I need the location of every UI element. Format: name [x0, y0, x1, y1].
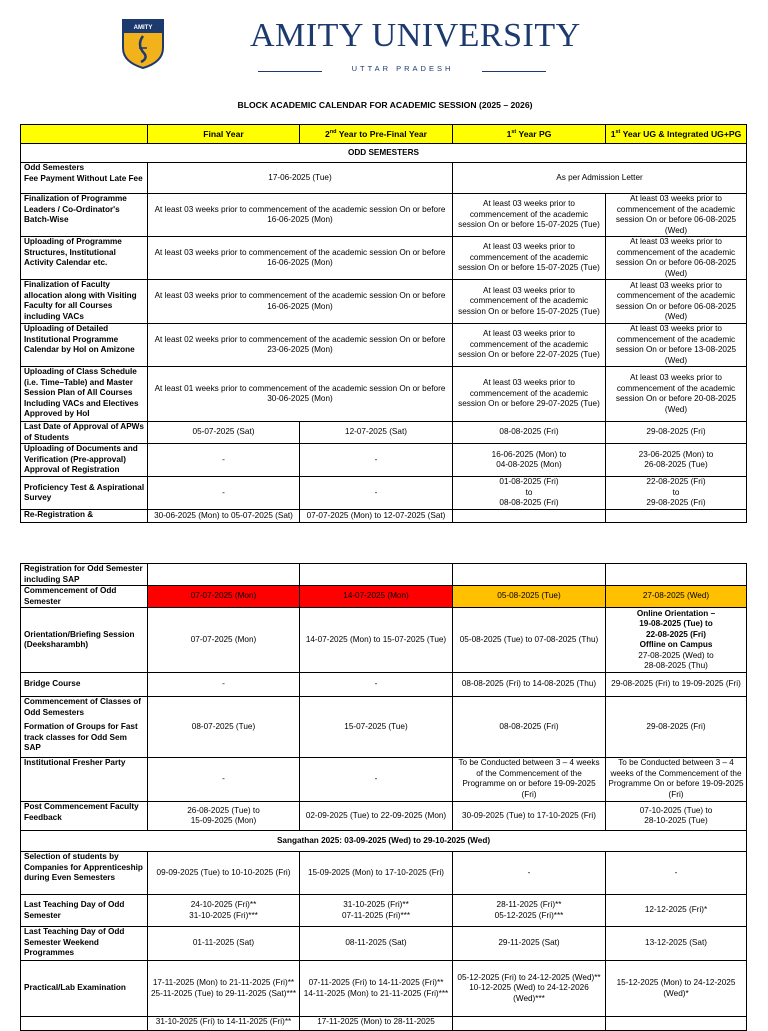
table-row	[21, 367, 747, 422]
cell: -	[148, 758, 300, 802]
cell: -	[148, 444, 300, 477]
cell: 07-07-2025 (Mon) to 12-07-2025 (Sat)	[300, 510, 453, 523]
orientation-online-text: Online Orientation – 19-08-2025 (Tue) to 22-08-2025 (Fri) Offline on Campus	[636, 608, 716, 649]
cell	[606, 510, 747, 523]
cell: 08-08-2025 (Fri)	[453, 422, 606, 444]
cell: -	[148, 477, 300, 510]
row-label: Odd Semesters Fee Payment Without Late Fee	[21, 163, 148, 194]
cell: 15-07-2025 (Tue)	[300, 697, 453, 758]
table-row	[21, 697, 747, 758]
cell: 24-10-2025 (Fri)** 31-10-2025 (Fri)***	[148, 895, 300, 927]
cell: 26-08-2025 (Tue) to 15-09-2025 (Mon)	[148, 802, 300, 831]
cell	[453, 510, 606, 523]
row-label-classes: Commencement of Classes of Odd Semesters	[24, 697, 141, 717]
cell: At least 03 weeks prior to commencement of the academic session On or before 16-06-2025 (Mon)	[148, 237, 453, 280]
table-row	[21, 961, 747, 1017]
cell: At least 03 weeks prior to commencement of the academic session On or before 06-08-2025 (Wed)	[606, 237, 747, 280]
row-label: Finalization of Programme Leaders / Co-Ordinator's Batch-Wise	[21, 194, 148, 237]
amity-crest-icon	[121, 18, 165, 70]
cell: 05-07-2025 (Sat)	[148, 422, 300, 444]
row-label: Proficiency Test & Aspirational Survey	[21, 477, 148, 510]
cell: 31-10-2025 (Fri) to 14-11-2025 (Fri)**	[148, 1017, 300, 1031]
cell: -	[300, 477, 453, 510]
cell: 29-08-2025 (Fri)	[606, 697, 747, 758]
cell: 30-06-2025 (Mon) to 05-07-2025 (Sat)	[148, 510, 300, 523]
header-first-year-pg	[453, 125, 606, 144]
table-row	[21, 608, 747, 673]
cell: 29-08-2025 (Fri)	[606, 422, 747, 444]
cell: To be Conducted between 3 – 4 weeks of the Commencement of the Programme On or before 19-09-2025 (Fri)	[606, 758, 747, 802]
cell	[453, 564, 606, 586]
cell: 12-12-2025 (Fri)*	[606, 895, 747, 927]
cell: At least 03 weeks prior to commencement of the academic session On or before 13-08-2025 (Wed)	[606, 324, 747, 367]
table-row	[21, 324, 747, 367]
cell: To be Conducted between 3 – 4 weeks of the Commencement of the Programme on or before 19-09-2025 (Fri)	[453, 758, 606, 802]
cell-highlight: 14-07-2025 (Mon)	[300, 586, 453, 608]
cell: At least 03 weeks prior to commencement of the academic session On or before 22-07-2025 (Tue)	[453, 324, 606, 367]
header-first-year-ug	[606, 125, 747, 144]
section-row	[21, 144, 747, 163]
cell: -	[148, 673, 300, 697]
cell: 29-11-2025 (Sat)	[453, 927, 606, 961]
header-pg-sup: st	[511, 128, 517, 135]
cell	[148, 564, 300, 586]
table-row	[21, 802, 747, 831]
cell: At least 03 weeks prior to commencement of the academic session On or before 16-06-2025 (Mon)	[148, 280, 453, 324]
cell: -	[300, 758, 453, 802]
header-second-num: 2	[325, 128, 330, 139]
cell: 17-11-2025 (Mon) to 28-11-2025	[300, 1017, 453, 1031]
cell: -	[300, 444, 453, 477]
university-location: UTTAR PRADESH	[351, 64, 454, 73]
header-ug-sup: st	[615, 128, 621, 135]
svg-text:AMITY: AMITY	[133, 25, 153, 31]
header-second-text: Year to Pre-Final Year	[336, 128, 427, 139]
table-row	[21, 927, 747, 961]
calendar-table-part-1	[20, 124, 747, 523]
table-row	[21, 280, 747, 324]
cell: At least 03 weeks prior to commencement of the academic session On or before 29-07-2025 (Tue)	[453, 367, 606, 422]
cell: 01-11-2025 (Sat)	[148, 927, 300, 961]
calendar-table-part-2	[20, 563, 747, 1031]
row-label: Re-Registration &	[21, 510, 148, 523]
cell: At least 03 weeks prior to commencement of the academic session On or before 16-06-2025 (Mon)	[148, 194, 453, 237]
row-label: Selection of students by Companies for Apprenticeship during Even Semesters	[21, 852, 148, 895]
table-row	[21, 758, 747, 802]
row-label: Last Teaching Day of Odd Semester Weekend Programmes	[21, 927, 148, 961]
cell: 30-09-2025 (Tue) to 17-10-2025 (Fri)	[453, 802, 606, 831]
row-label: Uploading of Programme Structures, Institutional Activity Calendar etc.	[21, 237, 148, 280]
cell: 14-07-2025 (Mon) to 15-07-2025 (Tue)	[300, 608, 453, 673]
cell: 07-07-2025 (Mon)	[148, 608, 300, 673]
header-final-year: Final Year	[148, 125, 300, 144]
cell: 22-08-2025 (Fri) to 29-08-2025 (Fri)	[606, 477, 747, 510]
header-blank	[21, 125, 148, 144]
cell: At least 03 weeks prior to commencement of the academic session On or before 15-07-2025 (Tue)	[453, 280, 606, 324]
cell: At least 02 weeks prior to commencement of the academic session On or before 23-06-2025 (Mon)	[148, 324, 453, 367]
cell: 08-07-2025 (Tue)	[148, 697, 300, 758]
table-row	[21, 163, 747, 194]
cell: As per Admission Letter	[453, 163, 747, 194]
header-second-year	[300, 125, 453, 144]
cell: 31-10-2025 (Fri)** 07-11-2025 (Fri)***	[300, 895, 453, 927]
row-label: Uploading of Documents and Verification (Pre-approval) Approval of Registration	[21, 444, 148, 477]
cell	[606, 564, 747, 586]
row-label	[21, 697, 148, 758]
cell: 17-11-2025 (Mon) to 21-11-2025 (Fri)** 25-11-2025 (Tue) to 29-11-2025 (Sat)***	[148, 961, 300, 1017]
cell: 08-11-2025 (Sat)	[300, 927, 453, 961]
table-row	[21, 895, 747, 927]
header-ug-num: 1	[610, 128, 616, 139]
table-row	[21, 422, 747, 444]
cell: 05-08-2025 (Tue) to 07-08-2025 (Thu)	[453, 608, 606, 673]
table-row	[21, 510, 747, 523]
row-label: Orientation/Briefing Session (Deeksharambh)	[21, 608, 148, 673]
cell: 07-10-2025 (Tue) to 28-10-2025 (Tue)	[606, 802, 747, 831]
cell: At least 03 weeks prior to commencement of the academic session On or before 15-07-2025 (Tue)	[453, 237, 606, 280]
cell: 29-08-2025 (Fri) to 19-09-2025 (Fri)	[606, 673, 747, 697]
column-header-row	[21, 125, 747, 144]
cell: 07-11-2025 (Fri) to 14-11-2025 (Fri)** 14-11-2025 (Mon) to 21-11-2025 (Fri)***	[300, 961, 453, 1017]
cell: 05-12-2025 (Fri) to 24-12-2025 (Wed)** 10-12-2025 (Wed) to 24-12-2026 (Wed)***	[453, 961, 606, 1017]
row-label: Registration for Odd Semester including SAP	[21, 564, 148, 586]
table-row	[21, 444, 747, 477]
cell-highlight: 27-08-2025 (Wed)	[606, 586, 747, 608]
sangathan-heading: Sangathan 2025: 03-09-2025 (Wed) to 29-10-2025 (Wed)	[21, 831, 747, 852]
row-label: Uploading of Detailed Institutional Programme Calendar by HoI on Amizone	[21, 324, 148, 367]
cell: 12-07-2025 (Sat)	[300, 422, 453, 444]
cell: -	[453, 852, 606, 895]
row-label-groups: Formation of Groups for Fast track classes for Odd Sem SAP	[24, 722, 138, 752]
cell: At least 03 weeks prior to commencement of the academic session On or before 15-07-2025 (Tue)	[453, 194, 606, 237]
document-title: BLOCK ACADEMIC CALENDAR FOR ACADEMIC SESSION (2025 – 2026)	[237, 100, 533, 110]
cell: 13-12-2025 (Sat)	[606, 927, 747, 961]
cell: 01-08-2025 (Fri) to 08-08-2025 (Fri)	[453, 477, 606, 510]
cell: 08-08-2025 (Fri) to 14-08-2025 (Thu)	[453, 673, 606, 697]
cell: 15-12-2025 (Mon) to 24-12-2025 (Wed)*	[606, 961, 747, 1017]
section-row	[21, 831, 747, 852]
row-label: Post Commencement Faculty Feedback	[21, 802, 148, 831]
cell: 28-11-2025 (Fri)** 05-12-2025 (Fri)***	[453, 895, 606, 927]
cell: 02-09-2025 (Tue) to 22-09-2025 (Mon)	[300, 802, 453, 831]
cell: At least 03 weeks prior to commencement of the academic session On or before 06-08-2025 (Wed)	[606, 194, 747, 237]
table-row	[21, 477, 747, 510]
cell: 15-09-2025 (Mon) to 17-10-2025 (Fri)	[300, 852, 453, 895]
row-label: Finalization of Faculty allocation along with Visiting Faculty for all Courses including VACs	[21, 280, 148, 324]
cell: 09-09-2025 (Tue) to 10-10-2025 (Fri)	[148, 852, 300, 895]
table-row	[21, 852, 747, 895]
header-ug-text: Year UG & Integrated UG+PG	[620, 128, 742, 139]
row-label: Bridge Course	[21, 673, 148, 697]
header-second-sup: nd	[329, 128, 337, 135]
university-name: AMITY UNIVERSITY	[250, 17, 581, 54]
row-label: Uploading of Class Schedule (i.e. Time–Table) and Master Session Plan of All Courses Including VACs and Electives Approved by HoI	[21, 367, 148, 422]
table-row	[21, 564, 747, 586]
cell: -	[300, 673, 453, 697]
cell: 23-06-2025 (Mon) to 26-08-2025 (Tue)	[606, 444, 747, 477]
cell: At least 03 weeks prior to commencement of the academic session On or before 06-08-2025 (Wed)	[606, 280, 747, 324]
table-row	[21, 237, 747, 280]
cell: 08-08-2025 (Fri)	[453, 697, 606, 758]
row-label: Last Teaching Day of Odd Semester	[21, 895, 148, 927]
table-row	[21, 194, 747, 237]
table-row	[21, 586, 747, 608]
page-header	[0, 0, 768, 110]
row-label: Last Date of Approval of APWs of Students	[21, 422, 148, 444]
header-pg-num: 1	[506, 128, 512, 139]
cell	[300, 564, 453, 586]
divider-right	[482, 71, 546, 72]
row-label: Commencement of Odd Semester	[21, 586, 148, 608]
cell	[606, 608, 747, 673]
header-pg-text: Year PG	[516, 128, 552, 139]
odd-semesters-heading: ODD SEMESTERS	[21, 144, 747, 163]
cell: 16-06-2025 (Mon) to 04-08-2025 (Mon)	[453, 444, 606, 477]
orientation-campus-dates: 27-08-2025 (Wed) to 28-08-2025 (Thu)	[638, 650, 714, 670]
row-label: Institutional Fresher Party	[21, 758, 148, 802]
cell: At least 03 weeks prior to commencement of the academic session On or before 20-08-2025 (Wed)	[606, 367, 747, 422]
table-row	[21, 673, 747, 697]
cell-highlight: 07-07-2025 (Mon)	[148, 586, 300, 608]
cell-highlight: 05-08-2025 (Tue)	[453, 586, 606, 608]
cell: -	[606, 852, 747, 895]
row-label: Practical/Lab Examination	[21, 961, 148, 1017]
cell: At least 01 weeks prior to commencement of the academic session On or before 30-06-2025 (Mon)	[148, 367, 453, 422]
cell: 17-06-2025 (Tue)	[148, 163, 453, 194]
